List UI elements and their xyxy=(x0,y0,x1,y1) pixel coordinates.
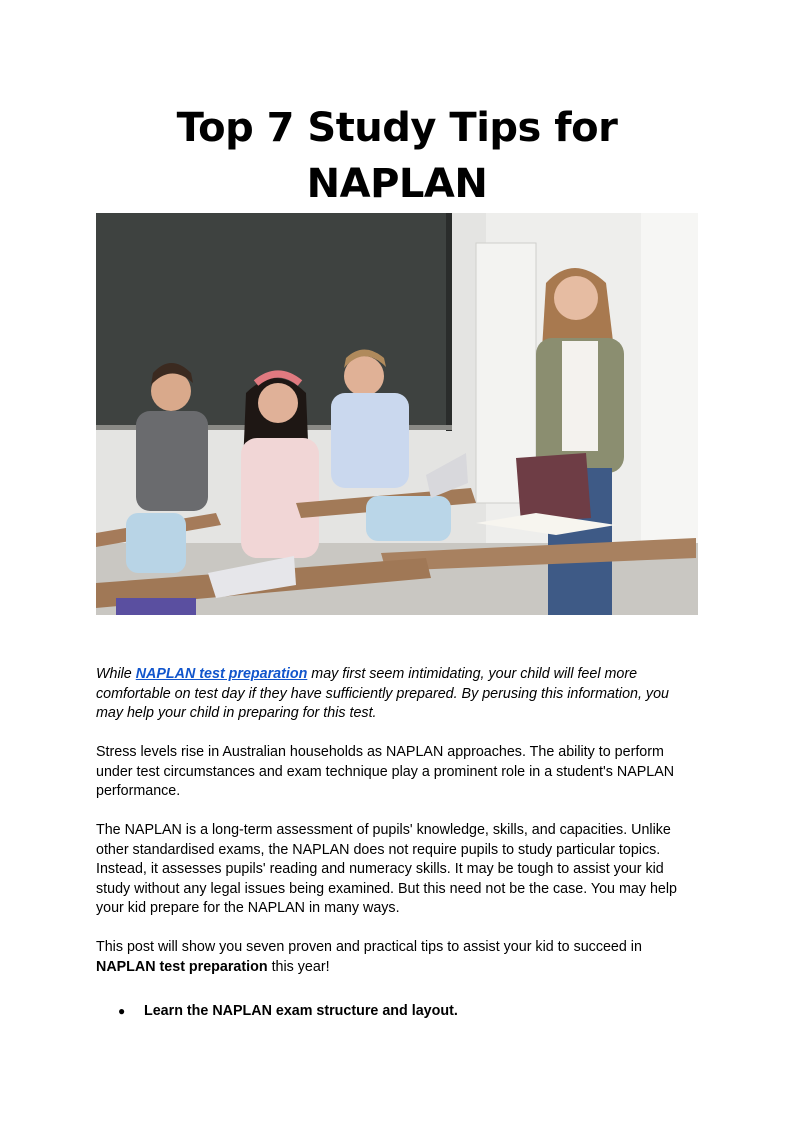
classroom-photo xyxy=(96,213,698,615)
classroom-illustration xyxy=(96,213,698,615)
intro-text-before-link: While xyxy=(96,666,136,683)
overview-text-before-bold: This post will show you seven proven and practical tips to assist your kid to succeed in xyxy=(96,939,642,956)
bullet-icon: ● xyxy=(118,1004,126,1018)
paragraph-stress-levels: Stress levels rise in Australian households as NAPLAN approaches. The ability to perform under test circumstances and exam technique play a prominent role in a student's NAPLAN performance. xyxy=(96,744,675,800)
intro-paragraph xyxy=(96,665,698,724)
intro-text-after-link: may first seem intimidating, your child will feel more comfortable on test day if they have sufficiently prepared. By perusing this information, you may help your child in preparing for this test. xyxy=(96,666,669,722)
paragraph-naplan-assessment: The NAPLAN is a long-term assessment of pupils' knowledge, skills, and capacities. Unlike other standardised exams, the NAPLAN does not require pupils to study particular topics. Instead, it assesses pupils' reading and numeracy skills. It may be tough to assist your kid study without any legal issues being examined. But this need not be the case. You may help your kid prepare for the NAPLAN in many ways. xyxy=(96,822,677,917)
overview-text-after-bold: this year! xyxy=(267,958,330,975)
list-item-text: Learn the NAPLAN exam structure and layout. xyxy=(144,1003,458,1019)
title-line-1: Top 7 Study Tips for NAPLAN xyxy=(176,105,618,207)
naplan-test-preparation-link[interactable]: NAPLAN test preparation xyxy=(135,666,308,683)
overview-bold-text: NAPLAN test preparation xyxy=(96,958,268,975)
list-item xyxy=(118,1002,458,1022)
paragraph-post-overview xyxy=(96,938,698,977)
